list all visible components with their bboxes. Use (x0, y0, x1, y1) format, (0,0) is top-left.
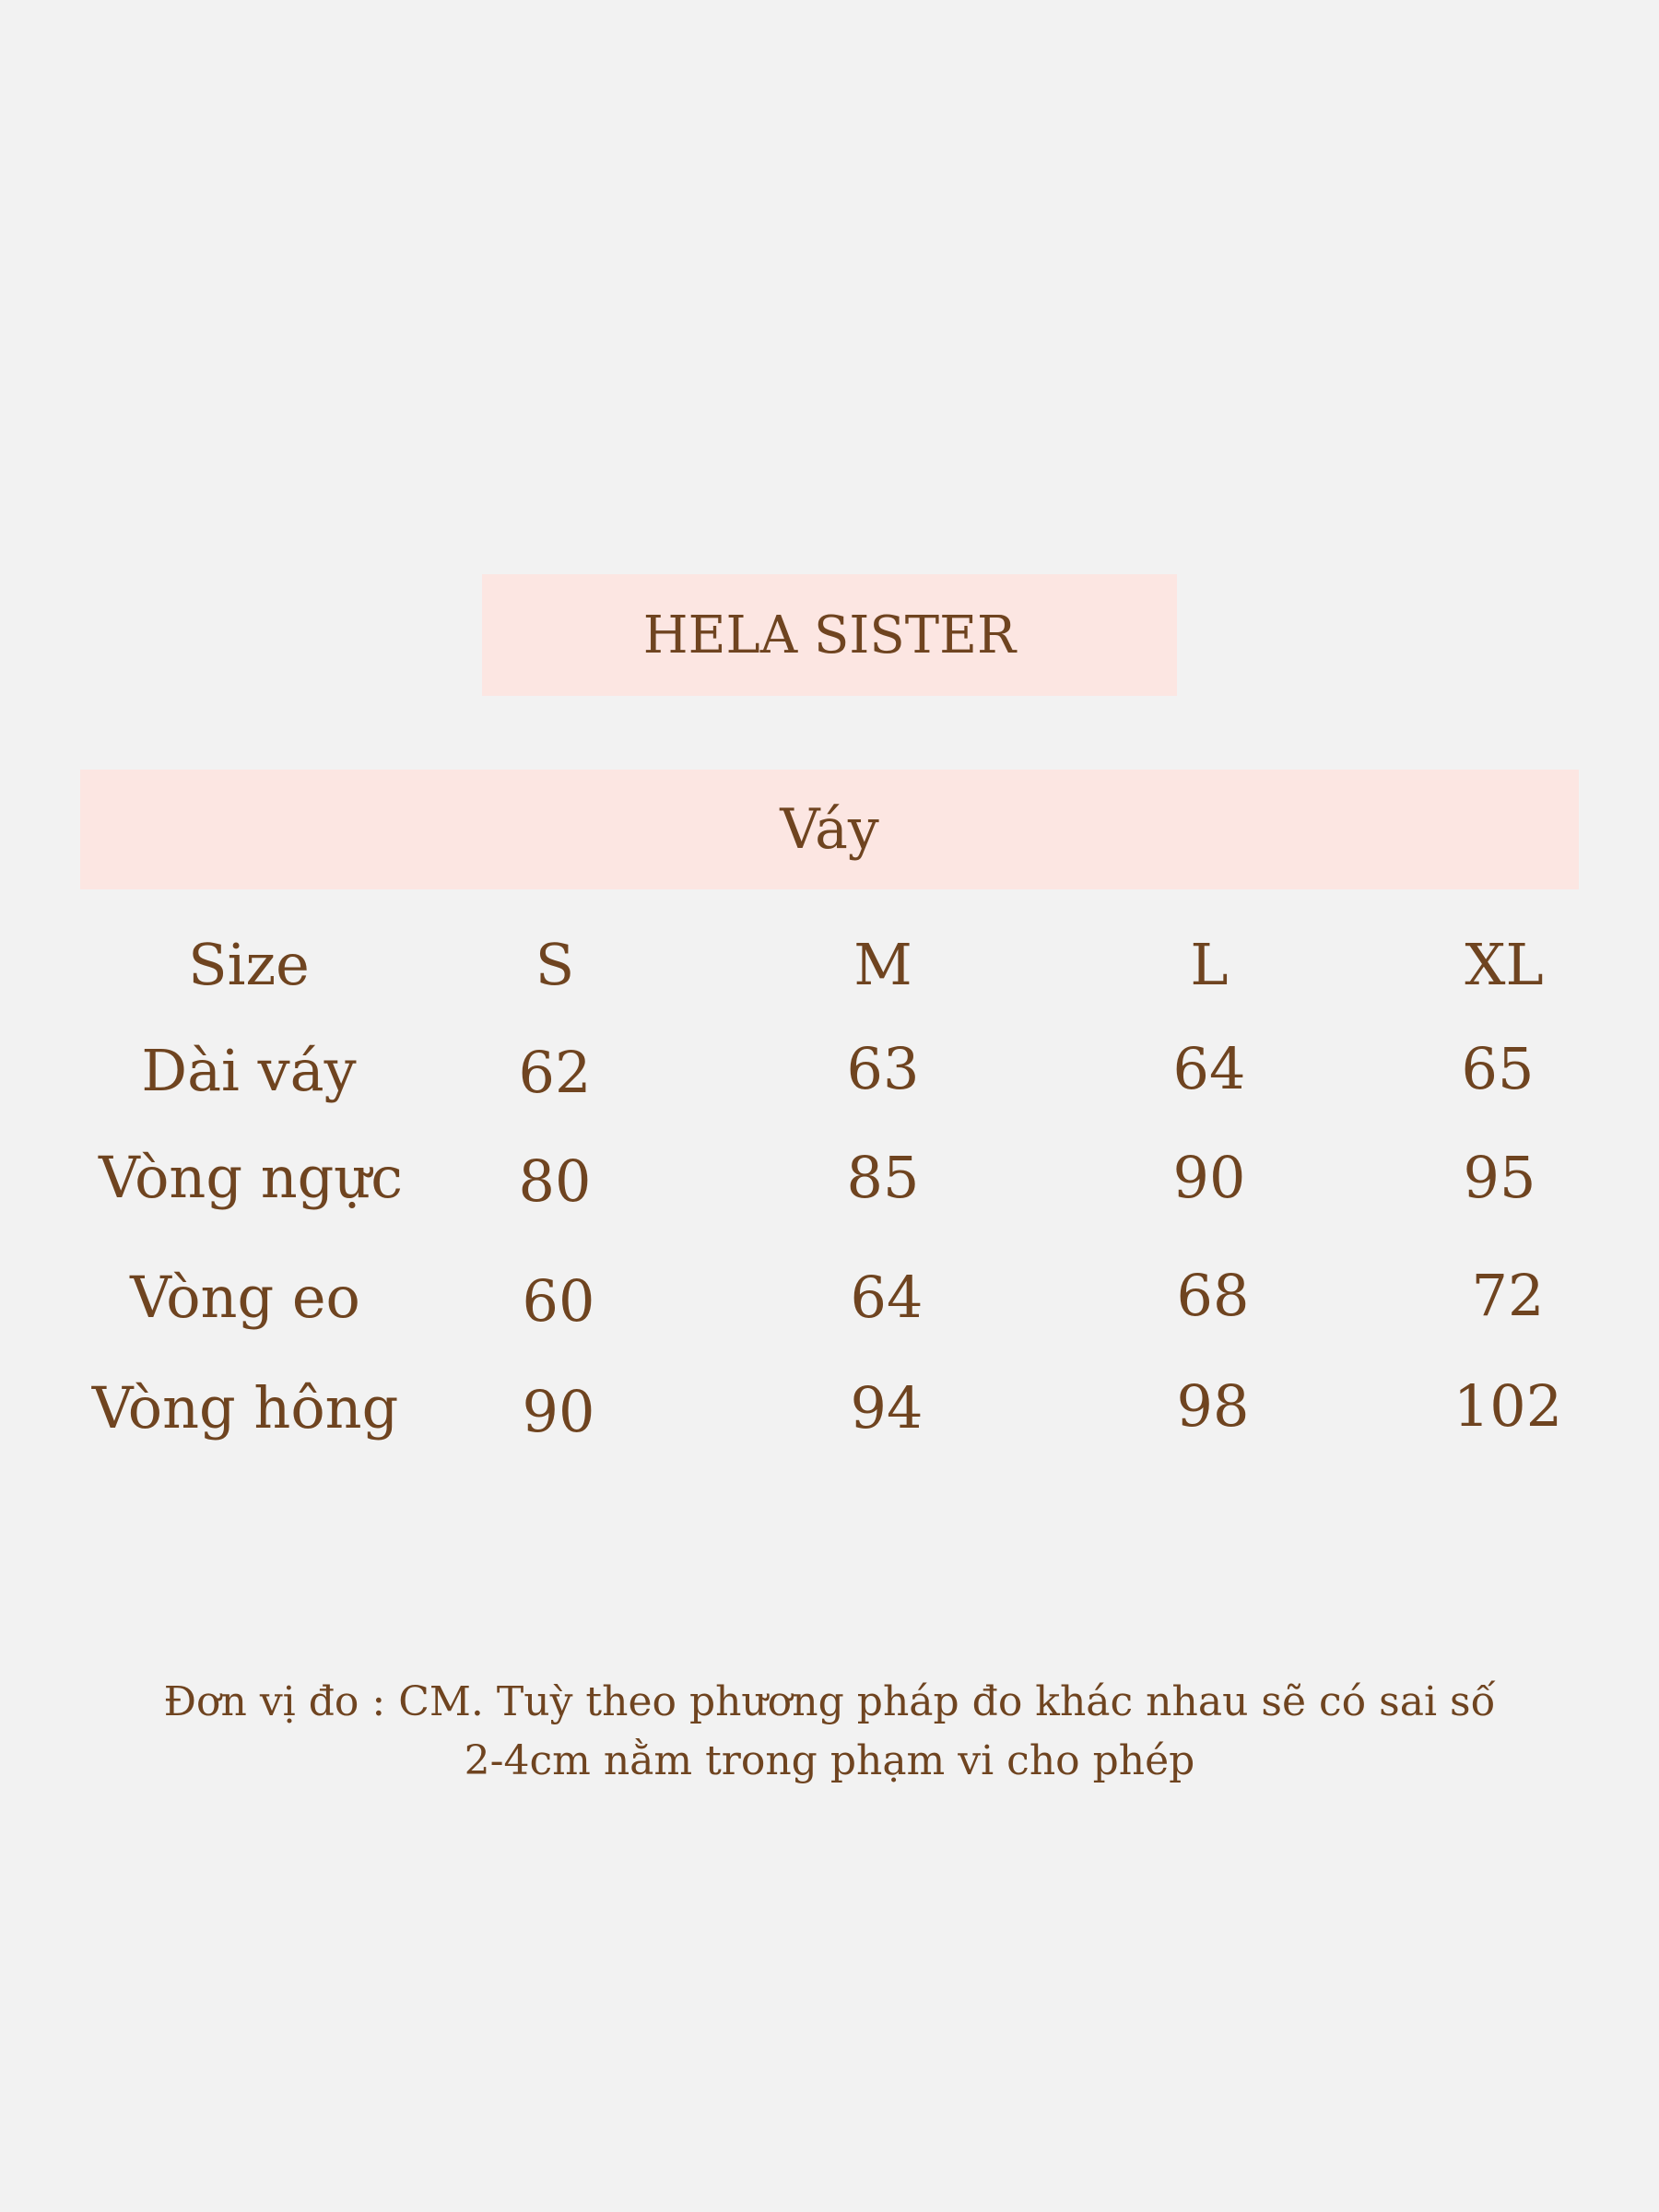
table-cell: 64 (850, 1264, 924, 1331)
note-line-2: 2-4cm nằm trong phạm vi cho phép (464, 1737, 1195, 1784)
category-title: Váy (780, 797, 879, 862)
table-cell: 95 (1463, 1144, 1536, 1211)
header-size-label: Size (188, 931, 310, 998)
table-cell: 90 (1172, 1144, 1246, 1211)
table-cell: 65 (1461, 1035, 1535, 1102)
table-cell: 72 (1471, 1262, 1545, 1329)
measurement-note (138, 1673, 1521, 1791)
table-cell: 62 (518, 1039, 592, 1106)
note-line-1: Đơn vị đo : CM. Tuỳ theo phương pháp đo khác nhau sẽ có sai số (163, 1678, 1496, 1725)
row-label-vong-nguc: Vòng ngực (98, 1144, 404, 1211)
table-cell: 85 (846, 1144, 920, 1211)
table-cell: 90 (522, 1378, 595, 1445)
row-label-dai-vay: Dài váy (141, 1037, 357, 1104)
table-cell: 94 (850, 1374, 924, 1441)
table-cell: 63 (846, 1035, 920, 1102)
row-label-vong-hong: Vòng hông (91, 1374, 399, 1441)
brand-title: HELA SISTER (642, 605, 1017, 665)
table-cell: 102 (1453, 1372, 1563, 1440)
row-label-vong-eo: Vòng eo (130, 1264, 360, 1331)
table-cell: 80 (518, 1147, 592, 1215)
table-cell: 64 (1172, 1035, 1246, 1102)
header-size-s: S (535, 931, 575, 998)
table-cell: 98 (1176, 1372, 1250, 1440)
header-size-m: M (853, 931, 912, 998)
table-cell: 68 (1176, 1262, 1250, 1329)
header-size-l: L (1190, 931, 1229, 998)
table-cell: 60 (522, 1267, 595, 1335)
header-size-xl: XL (1465, 931, 1544, 998)
